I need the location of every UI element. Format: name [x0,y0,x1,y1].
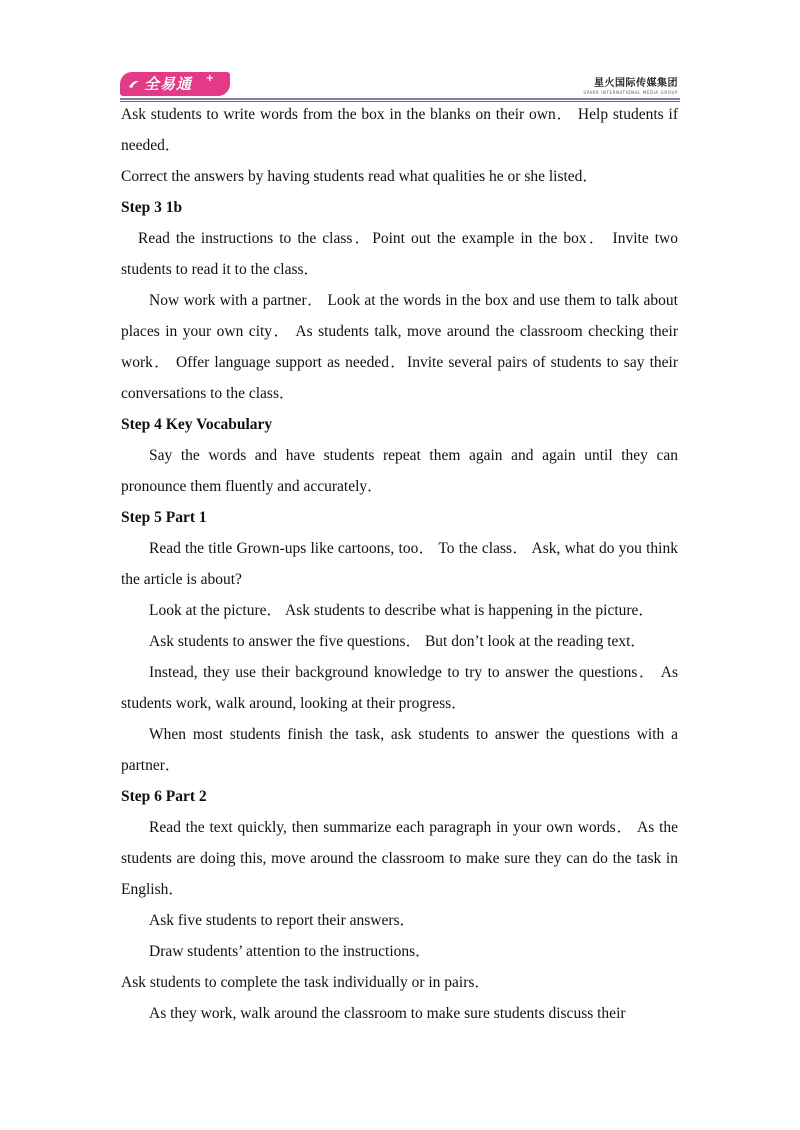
section-heading: Step 3 1b [121,199,183,216]
brand-logo [120,72,230,96]
body-paragraph: Read the title Grown-ups like cartoons, too． To the class． Ask, what do you think the article is about? [121,540,678,588]
body-paragraph: As they work, walk around the classroom to make sure students discuss their [149,1005,626,1022]
section-heading: Step 5 Part 1 [121,509,207,526]
body-paragraph: Instead, they use their background knowledge to try to answer the questions． As students work, walk around, looking at their progress． [121,664,678,712]
body-paragraph: Draw students’ attention to the instructions． [149,943,431,960]
swoosh-icon [128,78,140,90]
logo-text: 全易通 [144,75,193,93]
body-paragraph: Ask five students to report their answers． [149,912,416,929]
body-paragraph: Ask students to write words from the box in the blanks on their own． Help students if needed． [121,106,678,154]
body-paragraph: When most students finish the task, ask students to answer the questions with a partner． [121,726,678,774]
body-paragraph: Look at the picture． Ask students to describe what is happening in the picture． [149,602,654,619]
publisher-name-en: SPARK INTERNATIONAL MEDIA GROUP [583,90,678,95]
body-paragraph: Ask students to complete the task individually or in pairs． [121,974,490,991]
document-body [121,99,678,1029]
section-heading: Step 6 Part 2 [121,788,207,805]
body-paragraph: Now work with a partner． Look at the words in the box and use them to talk about places in your own city． As students talk, move around the classroom checking their work． Offer language support as needed．Invite several pairs of students to say their conversations to the class． [121,292,678,402]
page-header [120,68,680,100]
publisher-brand [583,74,678,95]
section-heading: Step 4 Key Vocabulary [121,416,273,433]
body-paragraph: Correct the answers by having students read what qualities he or she listed． [121,168,598,185]
body-paragraph: Ask students to answer the five questions． But don’t look at the reading text． [149,633,646,650]
body-paragraph: Say the words and have students repeat them again and again until they can pronounce them fluently and accurately． [121,447,678,495]
publisher-name: 星火国际传媒集团 [594,78,678,89]
logo-plus: + [205,73,214,84]
body-paragraph: Read the text quickly, then summarize each paragraph in your own words． As the students are doing this, move around the classroom to make sure they can do the task in English． [121,819,678,898]
body-paragraph: Read the instructions to the class．Point out the example in the box． Invite two students to read it to the class． [121,230,678,278]
